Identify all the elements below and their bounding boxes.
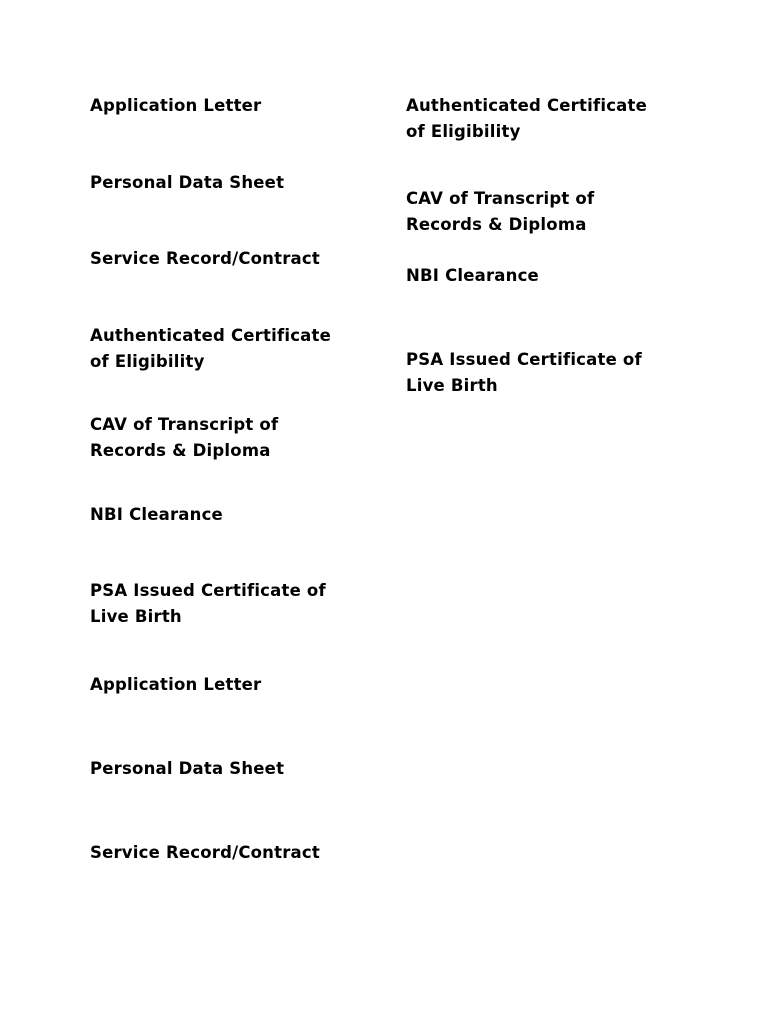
right-item-certificate-of-eligibility: Authenticated Certificate of Eligibility — [406, 96, 647, 141]
left-item-certificate-of-eligibility: Authenticated Certificate of Eligibility — [90, 326, 331, 371]
right-item-cav-transcript: CAV of Transcript of Records & Diploma — [406, 189, 595, 234]
right-item-nbi-clearance: NBI Clearance — [406, 266, 539, 285]
left-item-service-record: Service Record/Contract — [90, 249, 320, 268]
left-item-psa-birth-certificate: PSA Issued Certificate of Live Birth — [90, 581, 326, 626]
left-item-application-letter-2: Application Letter — [90, 675, 262, 694]
left-item-cav-transcript: CAV of Transcript of Records & Diploma — [90, 415, 279, 460]
left-item-application-letter: Application Letter — [90, 96, 262, 115]
left-item-nbi-clearance: NBI Clearance — [90, 505, 223, 524]
left-item-personal-data-sheet-2: Personal Data Sheet — [90, 759, 285, 778]
left-item-service-record-2: Service Record/Contract — [90, 843, 320, 862]
right-item-psa-birth-certificate: PSA Issued Certificate of Live Birth — [406, 350, 642, 395]
left-item-personal-data-sheet: Personal Data Sheet — [90, 173, 285, 192]
